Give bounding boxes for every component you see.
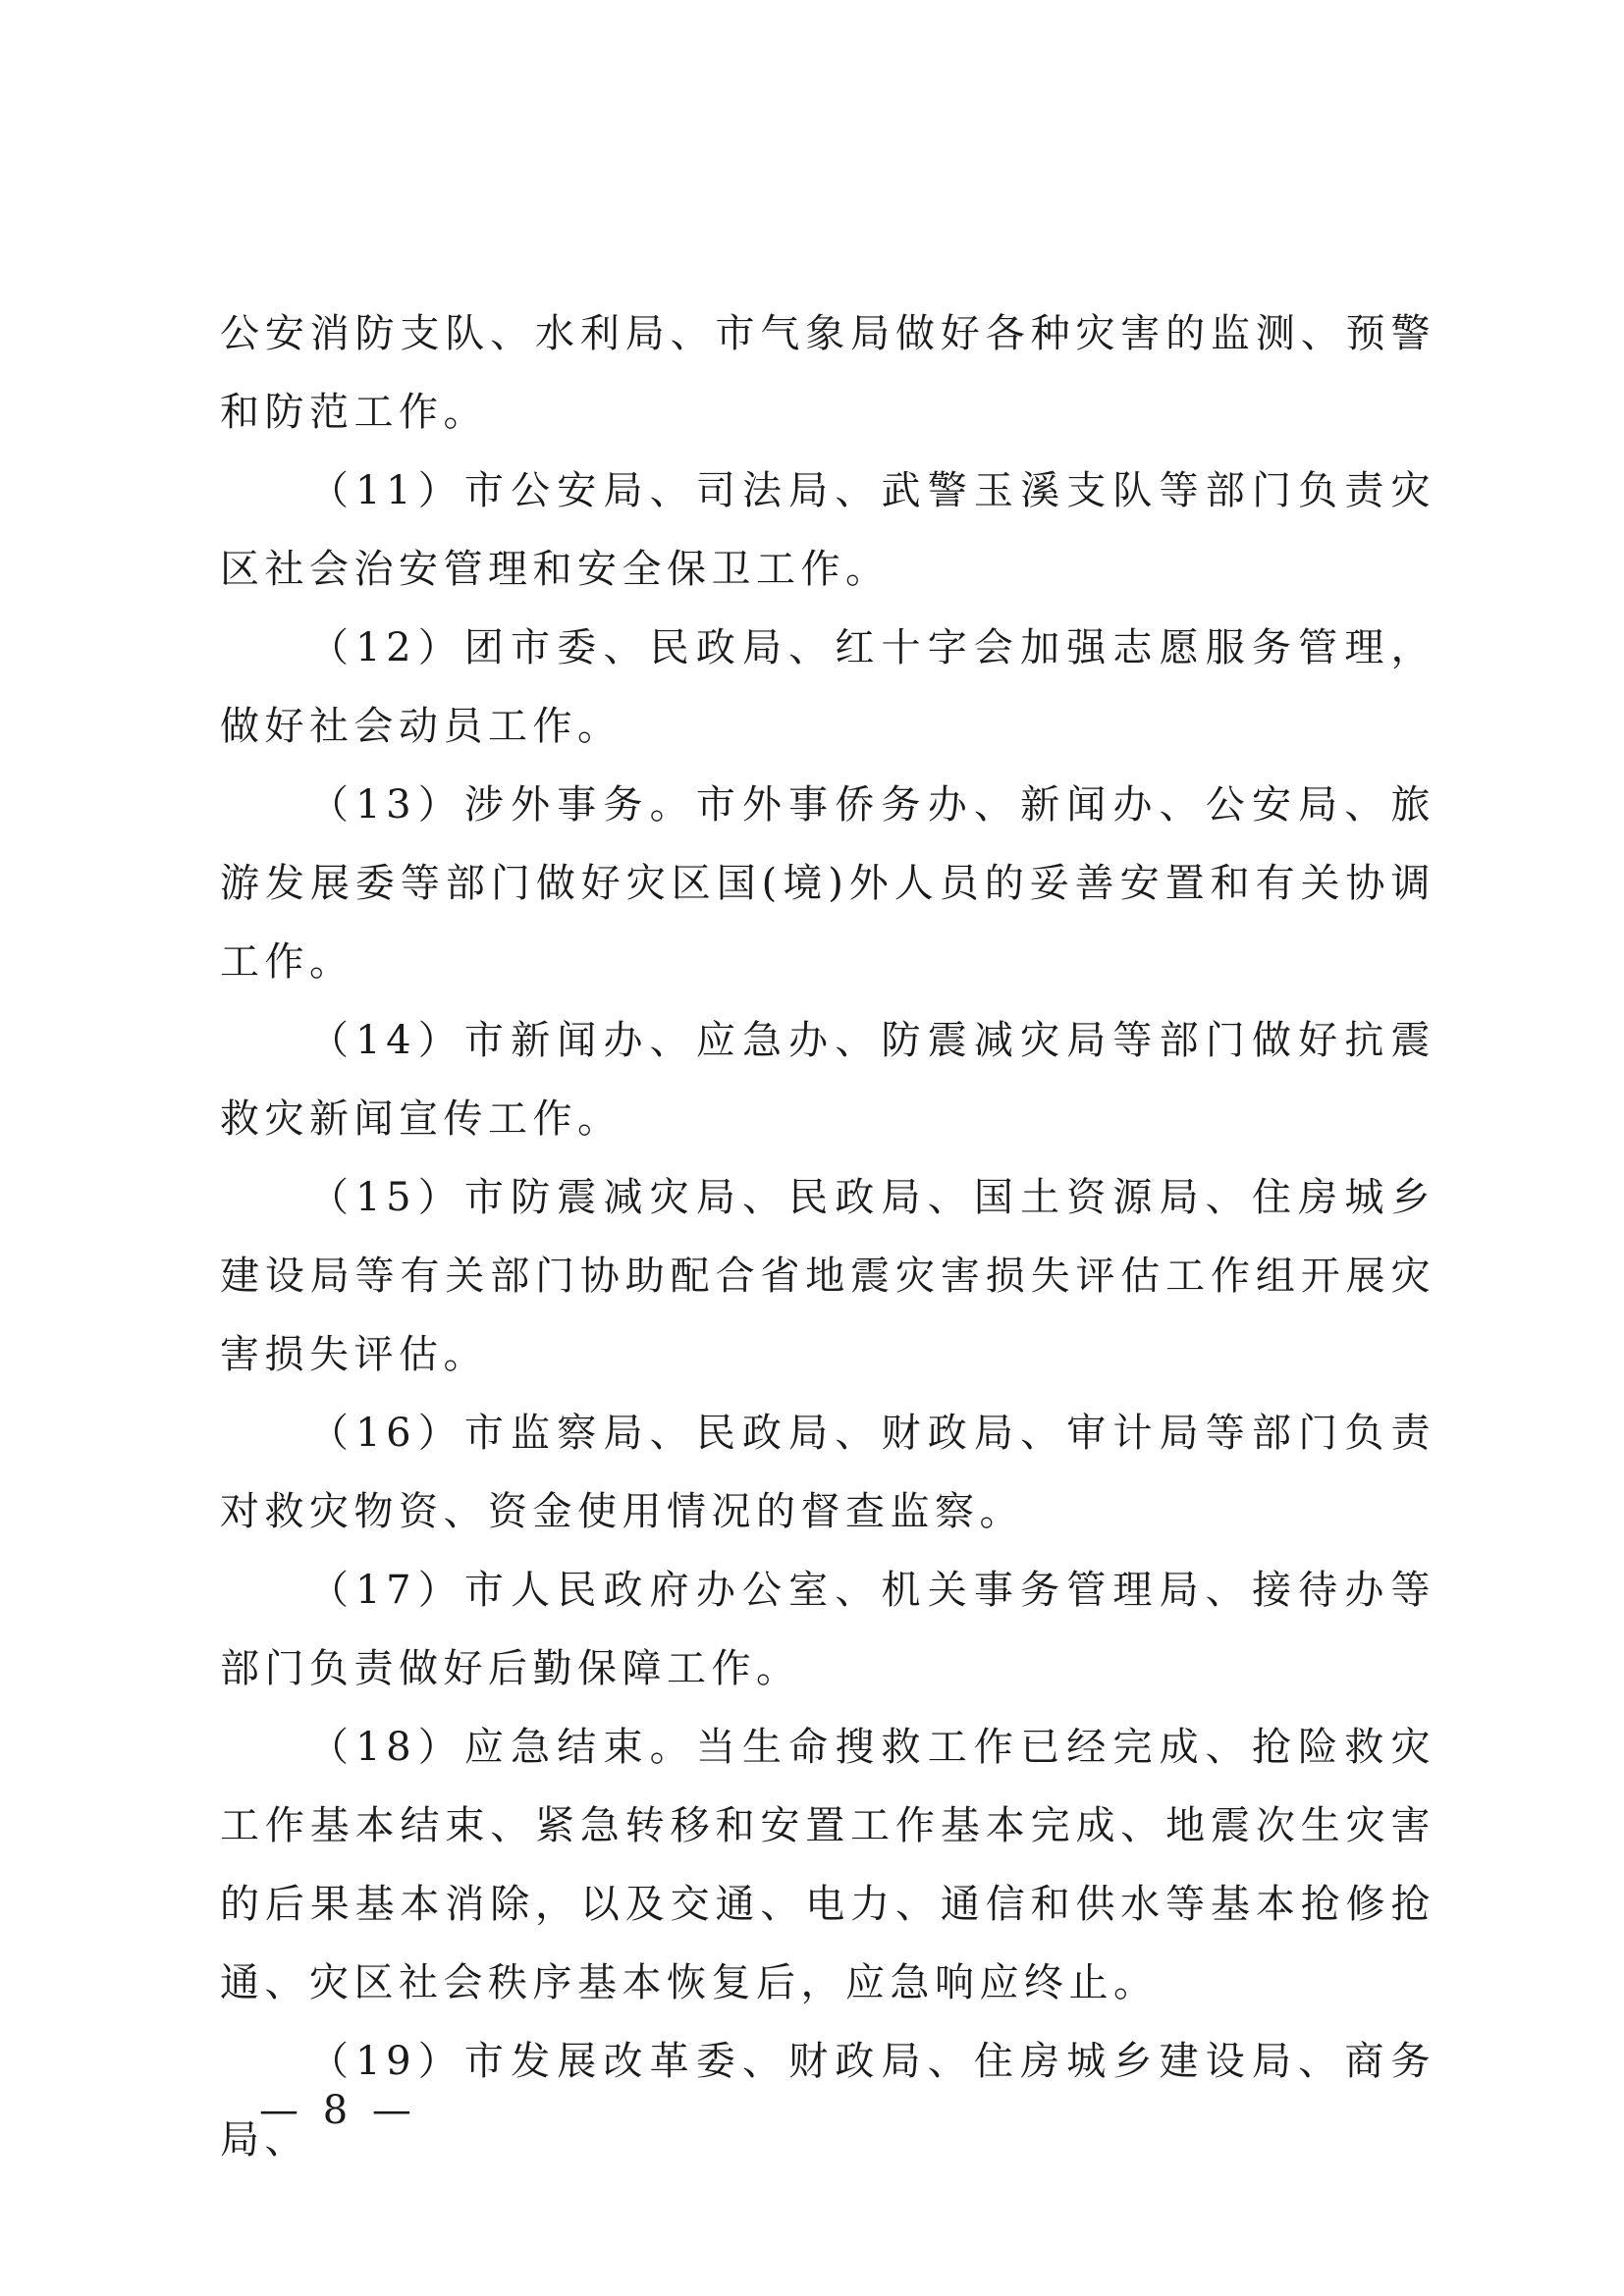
paragraph-item-16: （16）市监察局、民政局、财政局、审计局等部门负责对救灾物资、资金使用情况的督查监察。 xyxy=(220,1411,1435,1534)
paragraph-item-17: （17）市人民政府办公室、机关事务管理局、接待办等部门负责做好后勤保障工作。 xyxy=(220,1568,1435,1691)
body-text xyxy=(220,294,1435,2179)
page-number: — 8 — xyxy=(259,2088,417,2133)
paragraph-item-11: （11）市公安局、司法局、武警玉溪支队等部门负责灾区社会治安管理和安全保卫工作。 xyxy=(220,468,1435,592)
paragraph-item-18: （18）应急结束。当生命搜救工作已经完成、抢险救灾工作基本结束、紧急转移和安置工作基本完成、地震次生灾害的后果基本消除，以及交通、电力、通信和供水等基本抢修抢通、灾区社会秩序基本恢复后，应急响应终止。 xyxy=(220,1725,1435,2005)
paragraph-continuation: 公安消防支队、水利局、市气象局做好各种灾害的监测、预警和防范工作。 xyxy=(220,311,1435,435)
paragraph-item-15: （15）市防震减灾局、民政局、国土资源局、住房城乡建设局等有关部门协助配合省地震灾害损失评估工作组开展灾害损失评估。 xyxy=(220,1175,1435,1377)
paragraph-item-14: （14）市新闻办、应急办、防震减灾局等部门做好抗震救灾新闻宣传工作。 xyxy=(220,1018,1435,1142)
paragraph-item-12: （12）团市委、民政局、红十字会加强志愿服务管理，做好社会动员工作。 xyxy=(220,625,1435,749)
paragraph-item-13: （13）涉外事务。市外事侨务办、新闻办、公安局、旅游发展委等部门做好灾区国(境)外人员的妥善安置和有关协调工作。 xyxy=(220,782,1435,985)
paragraph-item-19: （19）市发展改革委、财政局、住房城乡建设局、商务局、 xyxy=(220,2039,1435,2163)
